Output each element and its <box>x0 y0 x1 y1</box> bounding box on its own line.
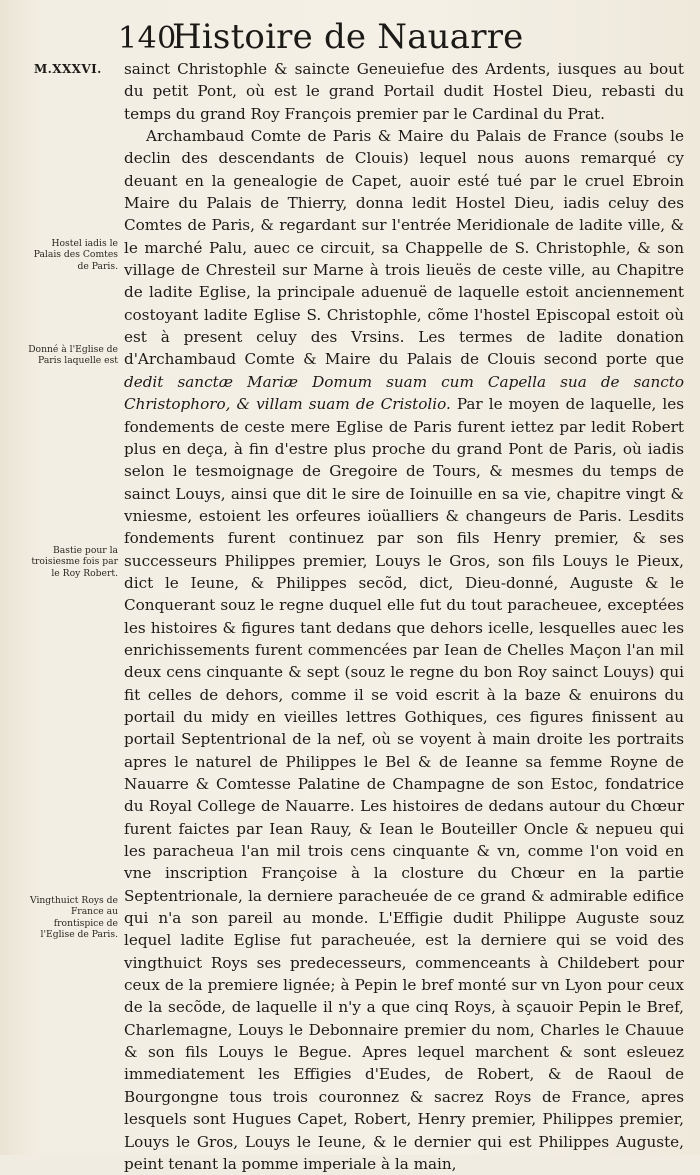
body-text <box>124 58 684 1175</box>
paragraph: sainct Christophle & saincte Geneuiefue des Ardents, iusques au bout du petit Pont, où est le grand Portail dudit Hostel Dieu, rebasti du temps du grand Roy François premier par le Cardinal du Prat. <box>124 60 684 123</box>
margin-note: Donné à l'Eglise de Paris laquelle est <box>28 344 118 367</box>
page-number: 140 <box>118 21 177 56</box>
year-marker: M.XXXVI. <box>34 62 102 76</box>
paragraph <box>124 125 684 1175</box>
margin-note: Vingthuict Roys de France au frontispice de l'Eglise de Paris. <box>29 895 118 941</box>
paragraph-text: Archambaud Comte de Paris & Maire du Palais de France (soubs le declin des descendants de Clouis) lequel nous auons remarqué cy deuant en la genealogie de Capet, auoir esté tué par le cruel Ebroin Maire du Palais de Thierry, donna ledit Hostel Dieu, iadis celuy des Comtes de Paris, & regardant sur l'entrée Meridionale de ladite ville, & le marché Palu, auec ce circuit, sa Chappelle de S. Christophle, & son village de Chresteil sur Marne à trois lieuës de ceste ville, au Chapitre de ladite Eglise, la principale aduenuë de laquelle estoit anciennement costoyant ladite Eglise S. Christophle, cõme l'hostel Episcopal estoit où est à present celuy des Vrsins. Les termes de ladite donation d'Archambaud Comte & Maire du Palais de Clouis second porte que <box>124 127 684 369</box>
latin-quotation: dedit sanctæ Mariæ Domum suam cum Capella sua de sancto Christophoro, & villam suam de Cristolio. <box>124 372 684 414</box>
running-title: Histoire de Nauarre <box>172 17 524 57</box>
margin-note: Bastie pour la troisiesme fois par le Roy Robert. <box>31 545 118 579</box>
margin-notes <box>0 0 124 1155</box>
margin-note: Hostel iadis le Palais des Comtes de Paris. <box>33 238 118 272</box>
paragraph-text: Par le moyen de laquelle, les fondements de ceste mere Eglise de Paris furent iettez par ledit Robert plus en deça, à fin d'estre plus proche du grand Pont de Paris, où iadis selon le tesmoignage de Gregoire de Tours, & mesmes du temps de sainct Louys, ainsi que dit le sire de Ioinuille en sa vie, chapitre vingt & vniesme, estoient les orfeures ioüalliers & changeurs de Paris. Lesdits fondements furent continuez par son fils Henry premier, & ses successeurs Philippes premier, Louys le Gros, son fils Louys le Pieux, dict le Ieune, & Philippes secõd, dict, Dieu-donné, Auguste & le Conquerant souz le regne duquel elle fut du tout paracheuee, exceptées les histoires & figures tant dedans que dehors icelle, lesquelles auec les enrichissements furent commencées par Iean de Chelles Maçon l'an mil deux cens cinquante & sept (souz le regne du bon Roy sainct Louys) qui fit celles de dehors, comme il se void escrit à la baze & enuirons du portail du midy en vieilles lettres Gothiques, ces figures finissent au portail Septentrional de la nef, où se voyent à main droite les portraits apres le naturel de Philippes le Bel & de Ieanne sa femme Royne de Nauarre & Comtesse Palatine de Champagne de son Estoc, fondatrice du Royal College de Nauarre. Les histoires de dedans autour du Chœur furent faictes par Iean Rauy, & Iean le Bouteiller Oncle & nepueu qui les paracheua l'an mil trois cens cinquante & vn, comme l'on void en vne inscription Françoise à la closture du Chœur en la partie Septentrionale, la derniere paracheuée de ce grand & admirable edifice qui n'a son pareil au monde. L'Effigie dudit Philippe Auguste souz lequel ladite Eglise fut paracheuée, est la derniere qui se void des vingthuict Roys ses predecesseurs, commenceants à Childebert pour ceux de la premiere lignée; à Pepin le bref monté sur vn Lyon pour ceux de la secõde, de laquelle il n'y a que cinq Roys, à sçauoir Pepin le Bref, Charlemagne, Louys le Debonnaire premier du nom, Charles le Chauue & son fils Louys le Begue. Apres lequel marchent & sont esleuez immediatement les Effigies d'Eudes, de Robert, & de Raoul de Bourgongne tous trois couronnez & sacrez Roys de France, apres lesquels sont Hugues Capet, Robert, Henry premier, Philippes premier, Louys le Gros, Louys le Ieune, & le dernier qui est Philippes Auguste, peint tenant la pomme imperiale à la main, <box>124 395 684 1173</box>
